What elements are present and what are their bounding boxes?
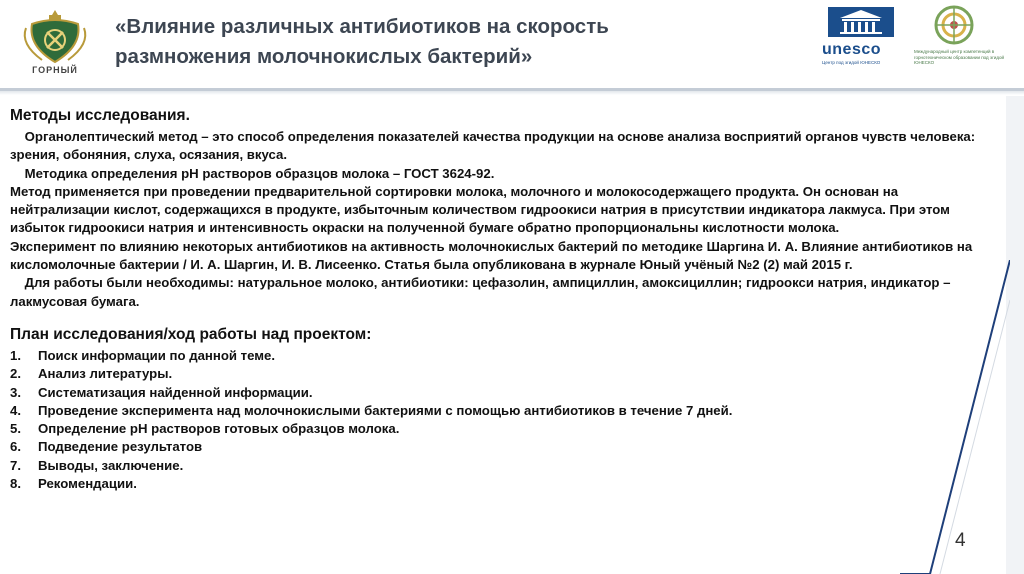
crest-icon — [12, 6, 98, 66]
item-number: 1. — [10, 347, 21, 363]
item-number: 8. — [10, 476, 21, 492]
list-item — [10, 438, 990, 456]
methods-paragraph: Для работы были необходимы: натуральное молоко, антибиотики: цефазолин, ампициллин, амоксициллин; гидроокси натрия, индикатор – лакмусовая бумага. — [10, 275, 955, 309]
header-shadow — [0, 91, 1024, 95]
item-text: Поиск информации по данной теме. — [38, 347, 276, 363]
item-number: 3. — [10, 384, 21, 400]
item-text: Выводы, заключение. — [38, 457, 184, 473]
item-number: 6. — [10, 439, 21, 455]
methods-paragraph: Органолептический метод – это способ определения показателей качества продукции на основе анализа восприятий органов чувств человека: зрения, обоняния, слуха, осязания, вкуса. — [10, 129, 979, 163]
methods-paragraph: Методика определения pH растворов образцов молока – ГОСТ 3624-92. — [10, 165, 495, 181]
list-item — [10, 402, 990, 420]
page-title — [115, 12, 765, 72]
page-number: 4 — [955, 530, 966, 551]
emblem-icon — [914, 3, 1014, 47]
item-number: 5. — [10, 421, 21, 437]
unesco-wordmark: unesco — [822, 41, 882, 58]
methods-title: Методы исследования. — [10, 107, 190, 124]
competence-center-logo — [914, 3, 1014, 73]
list-item — [10, 347, 990, 365]
methods-paragraph: Эксперимент по влиянию некоторых антибиотиков на активность молочнокислых бактерий по методике Шаргина И. А. Влияние антибиотиков на кисломолочные бактерии / И. А. Шаргин, И. В. Лисеенко. Статья была опубликована в журнале Юный учёный №2 (2) май 2015 г. — [10, 238, 973, 273]
title-line-2: размножения молочнокислых бактерий» — [115, 45, 533, 68]
methods-paragraph: Метод применяется при проведении предварительной сортировки молока, молочного и молокосодержащего продукта. Он основан на нейтрализации кислот, содержащихся в продукте, избыточным количеством гидроокиси натрия в присутствии индикатора лакмуса. При этом избыток гидроокиси натрия и интенсивность окраски на полученной бумаге обратно пропорциональны кислотности молока. — [10, 183, 950, 236]
item-text: Определение pH растворов готовых образцов молока. — [38, 421, 400, 437]
logo-caption: ГОРНЫЙ — [32, 65, 78, 75]
item-number: 4. — [10, 402, 21, 418]
list-item — [10, 457, 990, 475]
temple-icon — [822, 5, 900, 39]
item-text: Анализ литературы. — [38, 366, 173, 382]
list-item — [10, 475, 990, 493]
slide-content — [10, 106, 990, 493]
center-caption: Международный центр компетенций в горнотехническом образовании под эгидой ЮНЕСКО — [914, 49, 1005, 65]
plan-list — [10, 347, 990, 493]
item-text: Проведение эксперимента над молочнокислыми бактериями с помощью антибиотиков в течение 7 дней. — [38, 402, 733, 418]
list-item — [10, 384, 990, 402]
title-line-1: «Влияние различных антибиотиков на скорость — [115, 15, 609, 38]
list-item — [10, 365, 990, 383]
slide-header — [0, 0, 1024, 88]
unesco-subtitle: Центр под эгидой ЮНЕСКО — [822, 60, 881, 65]
mining-university-logo — [12, 6, 98, 80]
unesco-logo — [822, 5, 902, 67]
item-text: Рекомендации. — [38, 476, 137, 492]
item-text: Систематизация найденной информации. — [38, 384, 313, 400]
plan-title: План исследования/ход работы над проектом: — [10, 325, 372, 343]
list-item — [10, 420, 990, 438]
item-text: Подведение результатов — [38, 439, 203, 455]
item-number: 2. — [10, 366, 21, 382]
item-number: 7. — [10, 457, 21, 473]
